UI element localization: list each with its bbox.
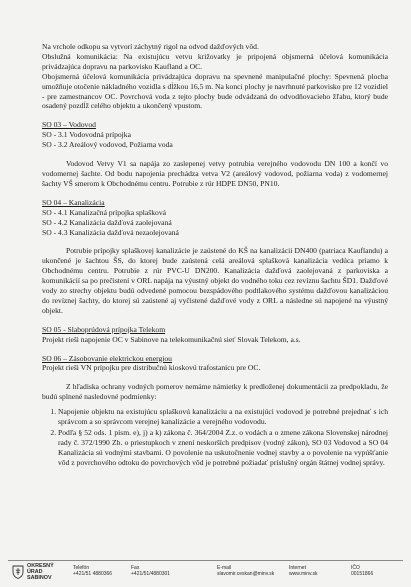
so04-item: SO - 4.3 Kanalizácia dažďová nezaolejovaná <box>42 227 179 237</box>
footer-email: E-mail slavomir.ceskan@minv.sk <box>217 565 275 578</box>
letterhead-footer <box>8 560 403 585</box>
so05-text: Projekt rieši napojenie OC v Sabinove na telekomunikačnú sieť Slovak Telekom, a.s. <box>42 334 301 344</box>
section-heading-so03: SO 03 – Vodovod <box>42 120 96 130</box>
section-heading-so05: SO 05 - Slaboprúdová prípojka Telekom <box>42 324 166 334</box>
conditions-intro: Z hľadiska ochrany vodných pomerov nemáme námietky k predloženej dokumentácii za predpokladu, že budú splnené nasledovné podmienky: <box>42 382 388 402</box>
so04-text: Potrubie prípojky splaškovej kanalizácie je zaústené do KŠ na kanalizácii DN400 (patriaca Kauflandu) a ukončené je šachtou ŠS, do ktorej bude zaústená celá areálová splašková kanalizácia vedúca priamo k Obchodnému centru. Potrubie z rúr PVC-U DN200. Kanalizácia dažďová zaolejovaná z parkoviska a komunikácií sa po prečistení v ORL napája na výustný objekt do vodného toku cez revíznu šachtu ŠD1. Dažďové vody zo strechy objektu budú odvedené pomocou bezspádového podtlakového systému dažďovou kanalizáciou do revíznej šachty, do ktorej sú zaústené aj vyčistené dažďové vody z ORL a následne sú napojené na výustný objekt. <box>42 246 388 315</box>
paragraph-rigol: Na vrchole odkopu sa vytvorí záchytný rigol na odvod dažďových vôd. <box>42 42 259 51</box>
section-heading-so04: SO 04 – Kanalizácia <box>42 197 105 207</box>
section-heading-so06: SO 06 – Zásobovanie elektrickou energiou <box>42 353 172 363</box>
footer-fax: Fax +421/51/4880301 <box>131 565 171 578</box>
so04-item: SO - 4.2 Kanalizácia dažďová zaolejovaná <box>42 217 172 227</box>
footer-internet: Internet www.minv.sk <box>289 565 318 578</box>
footer-phone: Telefón +421/51 4880366 <box>73 565 113 578</box>
conditions-list <box>42 407 388 467</box>
paragraph-obojsmerna: Obojsmerná účelová komunikácia privádzajúca dopravu na spevnené manipulačné plochy: Spevnená plocha umožňuje otočenie nákladného vozidla s dĺžkou 16,5 m. Na konci plochy je navrhnuté parkovisko pre 12 vozidiel - pre zamestnancov OC. Povrchová voda z tejto plochy bude odvádzaná do odvodňovacieho žľabu, ktorý bude osadený pozdĺž celého objektu a ukončený vpustom. <box>42 71 388 111</box>
office-name: OKRESNÝ ÚRAD SABINOV <box>27 563 54 581</box>
so03-item: SO - 3.2 Areálový vodovod, Požiarna voda <box>42 140 173 150</box>
coat-of-arms-icon <box>12 565 24 579</box>
paragraph-obsluzna: Obslužná komunikácia: Na existujúcu vetvu križovatky je pripojená objsmerná účelová komunikácia privádzajúca dopravu na parkovisko Kaufland a OC. <box>42 51 388 71</box>
so06-text: Projekt rieši VN prípojku pre distribučnú kioskovú trafostanicu pre OC. <box>42 363 261 373</box>
condition-item: 2. Podľa § 52 ods. 1 písm. e), j) a k) zákona č. 364/2004 Z.z. o vodách a o zmene zákona Slovenskej národnej rady č. 372/1990 Zb. o priestupkoch v znení neskorších predpisov (vodný zákon), SO 03 Vodovod a SO 04 Kanalizácia sú vodnými stavbami. O povolenie na uskutočnenie vodnej stavby a o povolenie na vypúšťanie vôd z povrchového odtoku do povrchových vôd je potrebné požiadať príslušný orgán štátnej vodnej správy. <box>58 428 388 468</box>
so03-text: Vodovod Vetvy V1 sa napája zo zaslepenej vetvy potrubia verejného vodovodu DN 100 a končí vo vodomernej šachte. Od bodu napojenia prechádza vetva V2 (areálový vodovod, požiarna voda) z vodomernej šachty VŠ smerom k Obchodnému centru. Potrubie z rúr HDPE DN50, PN10. <box>42 159 388 188</box>
footer-ico: IČO 00151866 <box>351 565 374 578</box>
so03-item: SO - 3.1 Vodovodná prípojka <box>42 130 131 140</box>
so04-item: SO - 4.1 Kanalizačná prípojka splašková <box>42 207 166 217</box>
document-body <box>42 42 388 469</box>
condition-item: 1. Napojenie objektu na existujúcu splaškovú kanalizáciu a na existujúci vodovod je potrebné prejednať s ich správcom a so správcom verejnej kanalizácie a verejného vodovodu. <box>58 407 388 427</box>
